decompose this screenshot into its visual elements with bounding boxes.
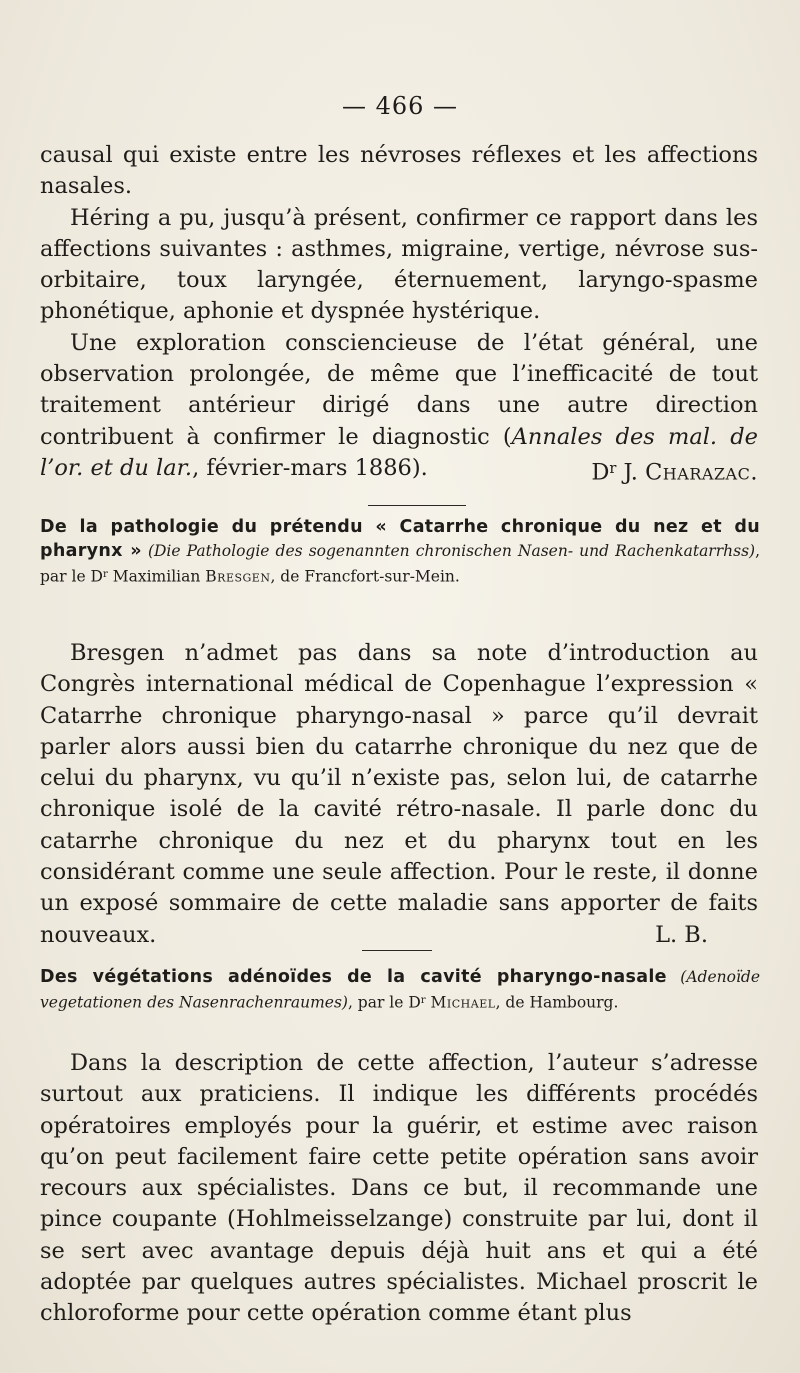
article3-author: Michael [430, 993, 496, 1012]
article1-signature: $D^r$ J. Charazac. [591, 459, 758, 486]
article3-original-title: (Adenoïde vegetationen des Nasenrachenraumes) [40, 968, 760, 1012]
article1-paragraph: causal qui existe entre les névroses réflexes et les affections nasales. [40, 142, 758, 200]
article1-text: Une exploration consciencieuse de l’état général, une observation prolongée, de même que l’inefficacité de tout traitement antérieur dirigé dans une autre direction contribuent à confirmer le diagnostic ( [40, 329, 758, 450]
article3-title: Des végétations adénoïdes de la cavité pharyngo-nasale [40, 967, 667, 987]
article1-body [40, 140, 758, 489]
article1-paragraph [40, 328, 758, 484]
article1-paragraph: Héring a pu, jusqu’à présent, confirmer ce rapport dans les affections suivantes : asthmes, migraine, vertige, névrose sus-orbitaire, toux laryngée, éternuement, laryngo-spasme phonétique, aphonie et dyspnée hystérique. [40, 204, 758, 325]
section-divider [362, 950, 432, 951]
article2-author: Bresgen [205, 567, 271, 586]
article2-initials: L. B. [655, 921, 708, 948]
article2-paragraph: Bresgen n’admet pas dans sa note d’introduction au Congrès international médical de Copenhague l’expression « Catarrhe chronique pharyngo-nasal » parce qu’il devrait parler alors aussi bien du catarrhe chronique du nez que de celui du pharynx, vu qu’il n’existe pas, selon lui, de catarrhe chronique isolé de la cavité rétro-nasale. Il parle donc du catarrhe chronique du nez et du pharynx tout en les considérant comme une seule affection. Pour le reste, il donne un exposé sommaire de cette maladie sans apporter de faits nouveaux. L. B. [40, 638, 758, 951]
page-number: — 466 — [341, 92, 459, 120]
article3-heading: Des végétations adénoïdes de la cavité pharyngo-nasale (Adenoïde vegetationen des Nasenrachenraumes), par le $D^r$ Michael, de Hambourg. [40, 967, 760, 1012]
article3-body [40, 1048, 758, 1330]
article2-original-title: (Die Pathologie des sogenannten chronischen Nasen- und Rachenkatarrhss) [147, 542, 756, 560]
article2-body [40, 638, 758, 951]
section-divider [368, 505, 466, 506]
article3-paragraph: Dans la description de cette affection, l’auteur s’adresse surtout aux praticiens. Il indique les différents procédés opératoires employés pour la guérir, et estime avec raison qu’on peut facilement faire cette petite opération sans avoir recours aux spécialistes. Dans ce but, il recommande une pince coupante (Hohlmeisselzange) construite par lui, dont il se sert avec avantage depuis déjà huit ans et qui a été adoptée par quelques autres spécialistes. Michael proscrit le chloroforme pour cette opération comme étant plus [40, 1050, 758, 1327]
article2-title: De la pathologie du prétendu « Catarrhe chronique du nez et du pharynx » [40, 517, 760, 561]
article2-heading: De la pathologie du prétendu « Catarrhe chronique du nez et du pharynx » (Die Pathologie des sogenannten chronischen Nasen- und Rachenkatarrhss), par le $D^r$ Maximilian Bresgen, de Francfort-sur-Mein. [40, 517, 761, 586]
article1-text: , février-mars 1886). [192, 454, 428, 481]
journal-reference: Annales des mal. de l’or. et du lar. [40, 423, 758, 481]
